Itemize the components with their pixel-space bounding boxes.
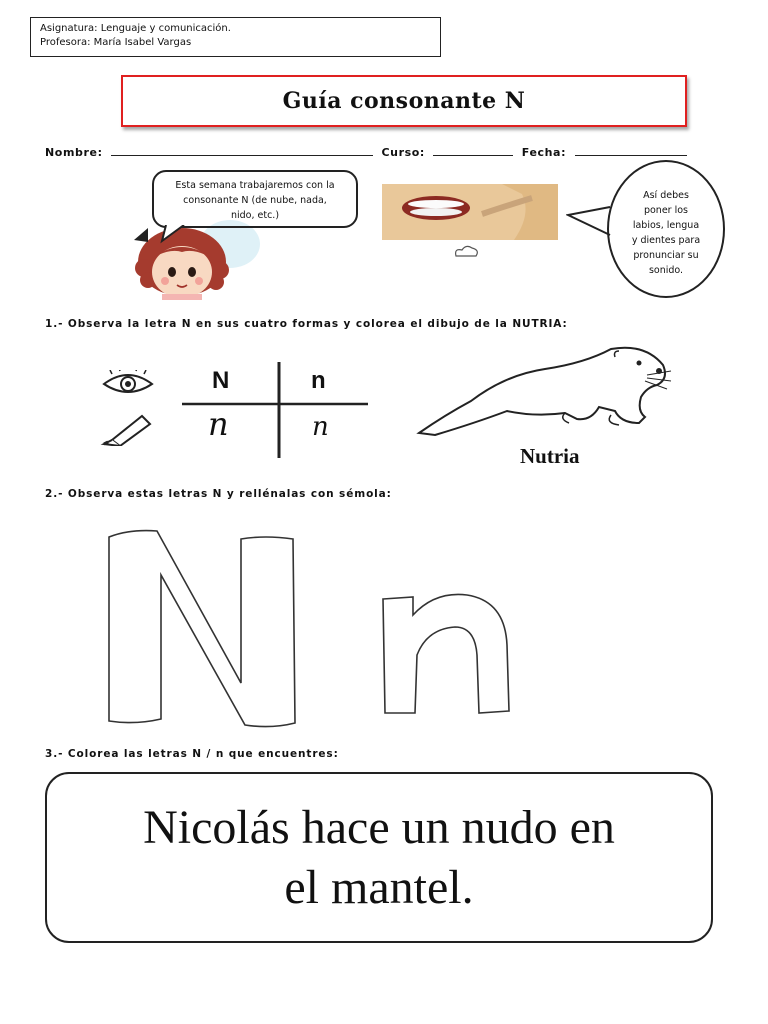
otter-label: Nutria	[520, 444, 580, 468]
girl-bubble-tail	[160, 225, 190, 245]
teacher-text: Profesora: María Isabel Vargas	[40, 37, 192, 48]
mouth-bubble-line: poner los	[643, 205, 689, 216]
script-lower-letter: n	[312, 412, 329, 442]
course-label: Curso:	[381, 146, 425, 159]
mouth-photo	[382, 184, 558, 240]
name-field[interactable]	[111, 145, 373, 156]
otter-drawing	[415, 345, 675, 440]
mouth-bubble-line: pronunciar su	[633, 250, 699, 261]
course-field[interactable]	[433, 145, 513, 156]
mouth-bubble-line: sonido.	[648, 265, 684, 276]
name-label: Nombre:	[45, 146, 103, 159]
date-label: Fecha:	[521, 146, 567, 159]
page-title: Guía consonante N	[121, 75, 687, 127]
section2-instruction: 2.- Observa estas letras N y rellénalas con sémola:	[45, 488, 392, 500]
sentence-box	[45, 772, 713, 943]
eye-icon	[100, 370, 156, 398]
section3-instruction: 3.- Colorea las letras N / n que encuentres:	[45, 748, 339, 760]
print-upper-letter: N	[212, 367, 230, 394]
outline-upper-letter	[95, 525, 310, 735]
girl-speech-bubble	[152, 170, 358, 228]
student-fields	[45, 145, 691, 159]
mouth-bubble-tail	[566, 205, 612, 245]
script-upper-letter: n	[208, 405, 229, 443]
mouth-bubble-line: labios, lengua	[632, 220, 700, 231]
girl-bubble-line: consonante N (de nube, nada,	[183, 195, 327, 206]
section1-instruction: 1.- Observa la letra N en sus cuatro formas y colorea el dibujo de la NUTRIA:	[45, 318, 568, 330]
mouth-speech-bubble	[607, 160, 725, 298]
subject-text: Asignatura: Lenguaje y comunicación.	[40, 23, 231, 34]
sentence-line-2: el mantel.	[284, 861, 474, 914]
mouth-bubble-line: y dientes para	[631, 235, 701, 246]
sentence-line-1: Nicolás hace un nudo en	[143, 801, 615, 854]
girl-illustration	[134, 218, 266, 300]
header-box	[30, 17, 441, 57]
mouth-bubble-line: Así debes	[643, 190, 689, 201]
print-lower-letter: n	[311, 367, 326, 394]
girl-bubble-line: Esta semana trabajaremos con la	[175, 180, 335, 191]
date-field[interactable]	[575, 145, 687, 156]
girl-bubble-line: nido, etc.)	[230, 210, 280, 221]
outline-lower-letter	[375, 585, 520, 720]
breath-icon	[452, 242, 482, 258]
pencil-icon	[100, 410, 154, 446]
